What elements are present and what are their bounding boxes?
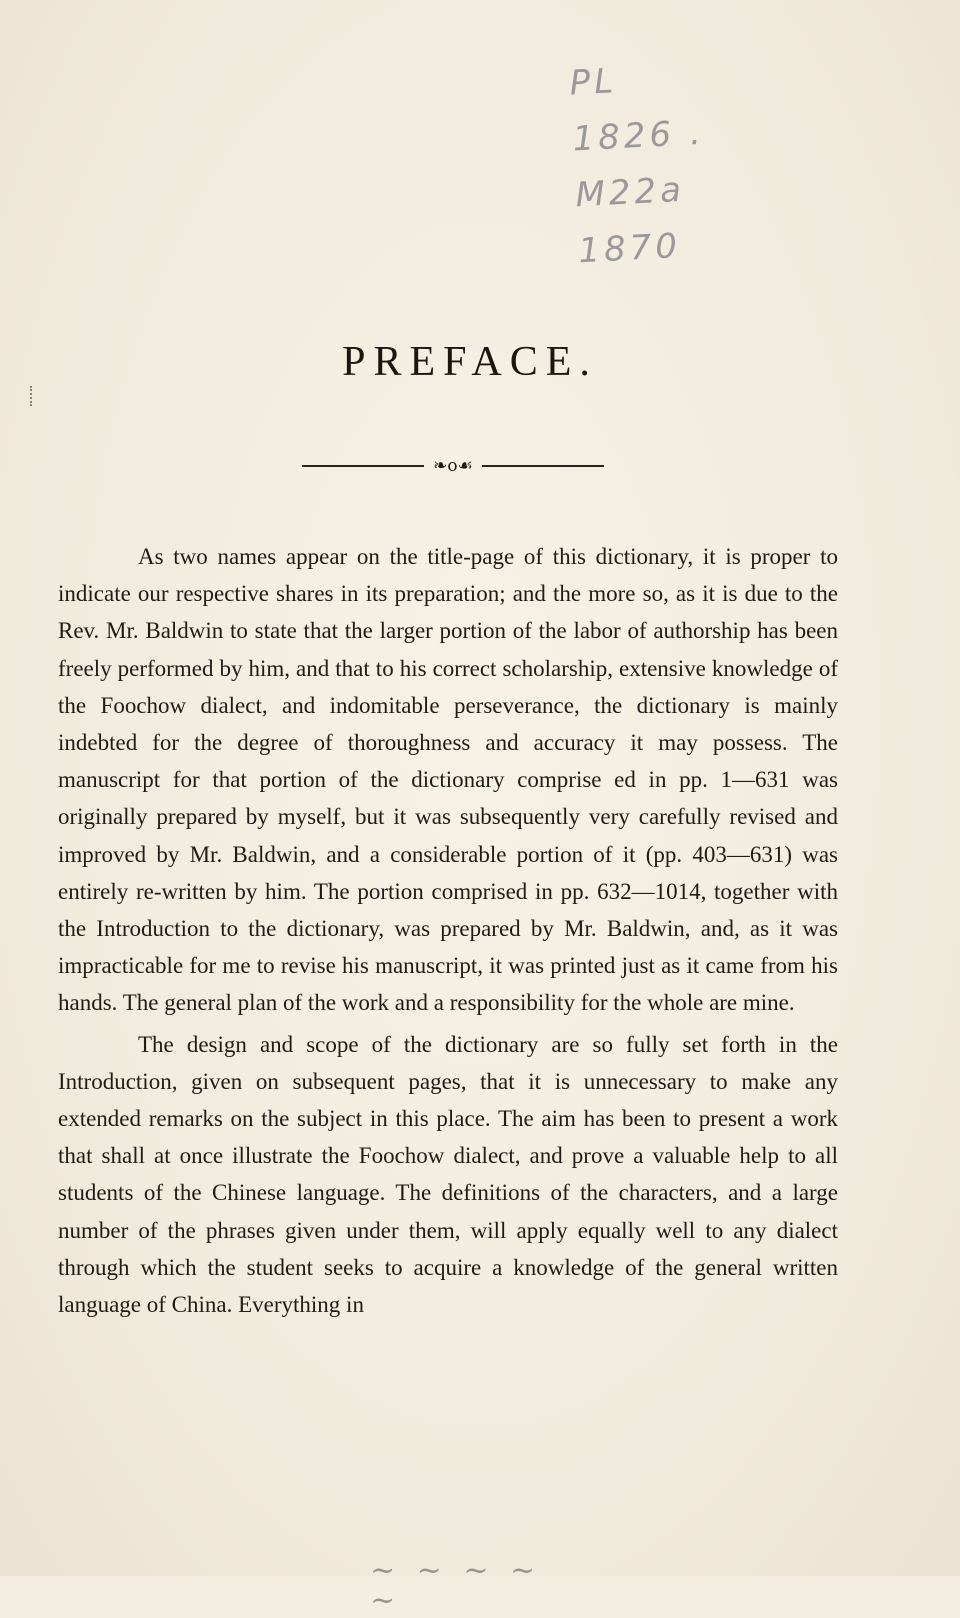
- preface-body: [58, 538, 838, 1323]
- paragraph: As two names appear on the title-page of this dictionary, it is proper to indicate our respective shares in its preparation; and the more so, as it is due to the Rev. Mr. Baldwin to state that the larger portion of the labor of authorship has been freely performed by him, and that to his correct scholarship, extensive knowledge of the Foochow dialect, and indomitable perseverance, the dictionary is mainly indebted for the degree of thoroughness and accuracy it may possess. The manuscript for that portion of the dictionary comprise ed in pp. 1—631 was originally prepared by myself, but it was subsequently very carefully revised and improved by Mr. Baldwin, and a considerable portion of it (pp. 403—631) was entirely re-written by him. The portion comprised in pp. 632—1014, together with the Introduction to the dictionary, was prepared by Mr. Baldwin, and, as it was impracticable for me to revise his manuscript, it was printed just as it came from his hands. The general plan of the work and a responsibility for the whole are mine.: [58, 544, 838, 1016]
- page-title: PREFACE.: [342, 339, 598, 385]
- paragraph: The design and scope of the dictionary are so fully set forth in the Introduction, given on subsequent pages, that it is unnecessary to make any extended remarks on the subject in this place. The aim has been to present a work that shall at once illustrate the Foochow dialect, and prove a valuable help to all students of the Chinese language. The definitions of the characters, and a large number of the phrases given under them, will apply equally well to any dialect through which the student seeks to acquire a knowledge of the general written language of China. Everything in: [58, 1031, 838, 1318]
- call-number-line: PL: [568, 61, 619, 104]
- call-number-annotation: [568, 49, 712, 280]
- call-number-line: 1870: [577, 226, 682, 272]
- margin-mark: [30, 386, 35, 406]
- bottom-fragment-text: ~ ~ ~ ~ ~: [370, 1553, 542, 1618]
- call-number-line: 1826 .: [571, 112, 706, 160]
- call-number-line: M22a: [574, 169, 686, 216]
- divider-rule-left: [302, 465, 424, 467]
- divider-ornament: ❧o☙: [433, 456, 473, 476]
- divider-rule-right: [482, 465, 604, 467]
- ornamental-divider: [302, 454, 604, 478]
- bottom-fragment: [370, 1548, 550, 1618]
